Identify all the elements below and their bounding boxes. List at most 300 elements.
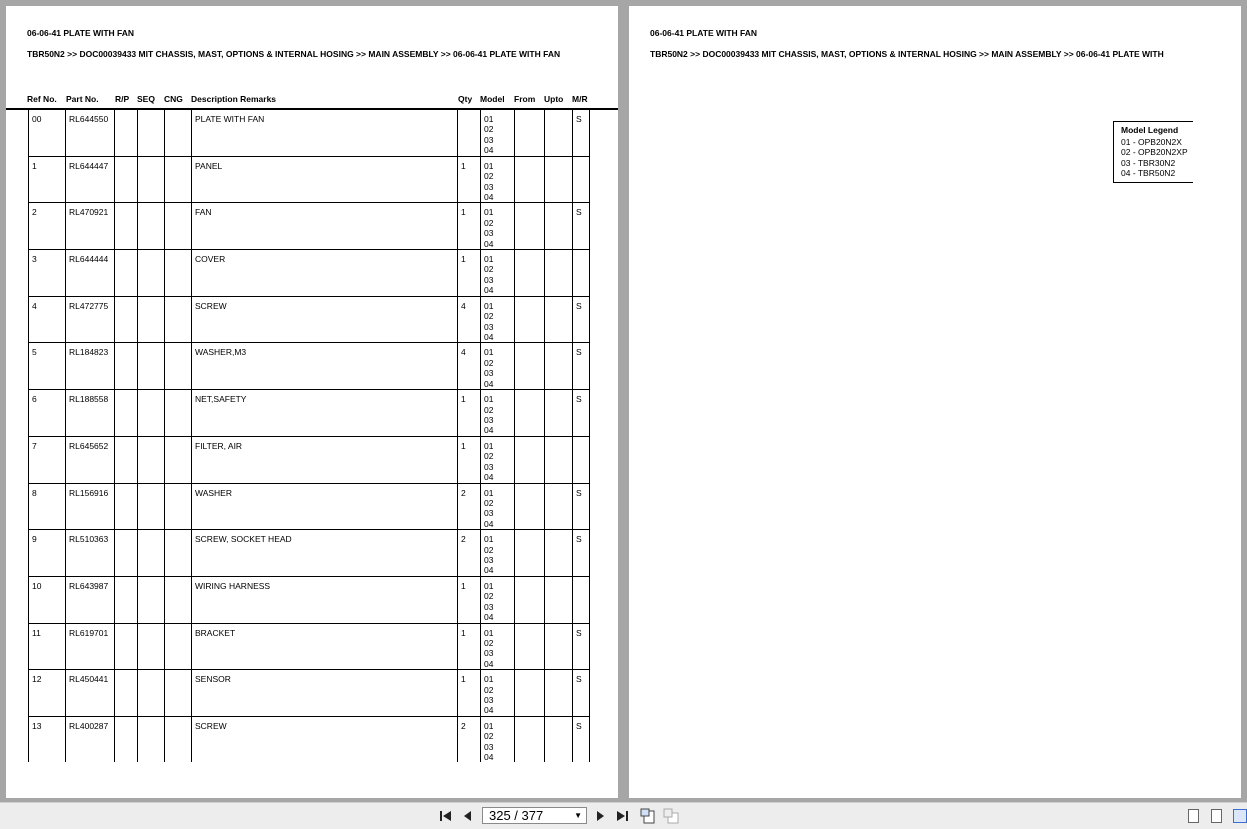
cell-divider (114, 297, 115, 344)
cell-divider (457, 624, 458, 671)
cell-divider (514, 437, 515, 484)
cell-divider (191, 577, 192, 624)
cell-divider (572, 530, 573, 577)
cell-ref-no: 9 (32, 534, 37, 545)
cell-divider (480, 297, 481, 344)
model-code: 04 (484, 285, 494, 296)
cell-part-no: RL470921 (69, 207, 109, 218)
cell-divider (589, 437, 590, 484)
cell-models (484, 721, 493, 762)
cell-divider (457, 717, 458, 762)
cell-divider (114, 390, 115, 437)
cell-divider (65, 437, 66, 484)
cell-divider (457, 157, 458, 204)
model-code: 01 (484, 720, 494, 731)
cell-ref-no: 6 (32, 394, 37, 405)
table-row (6, 530, 618, 577)
model-code: 04 (484, 425, 494, 436)
cell-mr: S (576, 534, 582, 545)
model-code: 03 (484, 695, 494, 706)
cell-ref-no: 3 (32, 254, 37, 265)
cell-divider (457, 250, 458, 297)
model-legend-title: Model Legend (1121, 125, 1179, 135)
cell-ref-no: 1 (32, 160, 37, 171)
col-header-cng: CNG (164, 94, 183, 104)
cell-divider (544, 297, 545, 344)
cell-qty: 4 (461, 300, 466, 311)
cell-divider (191, 437, 192, 484)
cell-divider (191, 390, 192, 437)
cell-description: WASHER (195, 487, 232, 498)
cell-divider (28, 250, 29, 297)
cell-divider (65, 390, 66, 437)
cell-divider (457, 110, 458, 157)
model-code: 04 (484, 191, 494, 202)
cell-description: SCREW, SOCKET HEAD (195, 534, 292, 545)
cell-divider (137, 717, 138, 762)
model-code: 03 (484, 414, 494, 425)
cell-divider (480, 110, 481, 157)
model-code: 01 (484, 627, 494, 638)
cell-divider (137, 530, 138, 577)
cell-divider (164, 484, 165, 531)
page-indicator: 325 / 377 (489, 808, 544, 823)
cell-divider (572, 297, 573, 344)
cell-divider (457, 203, 458, 250)
cell-divider (572, 110, 573, 157)
cell-divider (65, 250, 66, 297)
cell-description: PANEL (195, 160, 223, 171)
cell-models (484, 581, 493, 623)
model-code: 01 (484, 440, 494, 451)
cell-divider (544, 110, 545, 157)
next-page-icon[interactable] (592, 808, 608, 824)
model-code: 04 (484, 238, 494, 249)
cell-divider (480, 157, 481, 204)
table-row (6, 390, 618, 437)
model-code: 04 (484, 145, 494, 156)
cell-divider (65, 717, 66, 762)
cell-divider (65, 297, 66, 344)
cell-divider (65, 484, 66, 531)
cell-qty: 1 (461, 627, 466, 638)
model-code: 02 (484, 264, 494, 275)
cell-divider (589, 717, 590, 762)
cell-divider (544, 437, 545, 484)
cell-divider (514, 203, 515, 250)
model-code: 02 (484, 684, 494, 695)
cell-divider (164, 437, 165, 484)
cell-divider (544, 250, 545, 297)
model-code: 01 (484, 254, 494, 265)
cell-divider (514, 250, 515, 297)
model-code: 04 (484, 752, 494, 762)
cell-ref-no: 00 (32, 114, 42, 124)
cell-divider (589, 577, 590, 624)
cell-divider (164, 577, 165, 624)
cell-divider (514, 110, 515, 157)
col-header-desc: Description Remarks (191, 94, 277, 104)
cell-divider (514, 530, 515, 577)
cell-part-no: RL188558 (69, 394, 109, 405)
model-legend-item: 02 - OPB20N2XP (1121, 147, 1188, 158)
model-code: 02 (484, 404, 494, 415)
cell-divider (514, 484, 515, 531)
cell-description: WIRING HARNESS (195, 580, 271, 591)
cell-ref-no: 4 (32, 300, 37, 311)
cell-divider (589, 203, 590, 250)
continuous-view-icon[interactable] (1211, 809, 1222, 823)
cell-divider (114, 343, 115, 390)
model-code: 03 (484, 321, 494, 332)
model-code: 01 (484, 114, 494, 124)
breadcrumb: TBR50N2 >> DOC00039433 MIT CHASSIS, MAST, OPTIONS & INTERNAL HOSING >> MAIN ASSEMBLY >> 06-06-41 PLATE WITH FAN (27, 49, 561, 59)
insert-page-icon[interactable] (663, 808, 679, 824)
model-code: 02 (484, 357, 494, 368)
cell-divider (164, 390, 165, 437)
cell-divider (28, 624, 29, 671)
cell-divider (589, 110, 590, 157)
parts-table (6, 110, 618, 762)
cell-divider (457, 437, 458, 484)
model-legend-item: 01 - OPB20N2X (1121, 137, 1182, 147)
model-legend-item: 03 - TBR30N2 (1121, 157, 1176, 168)
cell-models (484, 674, 493, 716)
cell-divider (28, 717, 29, 762)
cell-divider (28, 390, 29, 437)
col-header-part: Part No. (66, 94, 99, 104)
model-code: 03 (484, 134, 494, 145)
model-code: 03 (484, 648, 494, 659)
cell-divider (114, 157, 115, 204)
cell-description: WASHER,M3 (195, 347, 247, 358)
cell-divider (164, 343, 165, 390)
model-code: 01 (484, 394, 494, 405)
cell-part-no: RL184823 (69, 347, 109, 358)
cell-divider (114, 717, 115, 762)
cell-divider (114, 530, 115, 577)
cell-description: FAN (195, 207, 212, 218)
cell-divider (114, 437, 115, 484)
cell-divider (191, 717, 192, 762)
cell-models (484, 114, 493, 156)
table-row (6, 250, 618, 297)
cell-divider (457, 484, 458, 531)
cell-divider (514, 717, 515, 762)
cell-divider (164, 530, 165, 577)
cell-divider (572, 203, 573, 250)
cell-ref-no: 7 (32, 440, 37, 451)
cell-part-no: RL450441 (69, 674, 109, 685)
table-row (6, 203, 618, 250)
cell-divider (164, 157, 165, 204)
col-header-upto: Upto (544, 94, 564, 104)
cell-divider (572, 437, 573, 484)
cell-divider (480, 484, 481, 531)
cell-part-no: RL472775 (69, 300, 109, 311)
cell-divider (480, 390, 481, 437)
cell-divider (28, 297, 29, 344)
model-code: 03 (484, 368, 494, 379)
cell-part-no: RL644550 (69, 114, 109, 124)
cell-qty: 1 (461, 254, 466, 265)
cell-qty: 1 (461, 674, 466, 685)
cell-divider (544, 157, 545, 204)
table-row (6, 717, 618, 762)
col-header-mr: M/R (572, 94, 588, 104)
cell-part-no: RL400287 (69, 720, 109, 731)
model-code: 01 (484, 674, 494, 685)
model-code: 04 (484, 705, 494, 716)
cell-models (484, 534, 493, 576)
cell-divider (28, 437, 29, 484)
cell-divider (544, 484, 545, 531)
cell-qty: 4 (461, 347, 466, 358)
model-code: 04 (484, 658, 494, 669)
cell-ref-no: 10 (32, 580, 42, 591)
cell-divider (191, 110, 192, 157)
col-header-from: From (514, 94, 536, 104)
cell-divider (137, 577, 138, 624)
cell-divider (65, 530, 66, 577)
cell-divider (114, 577, 115, 624)
model-code: 02 (484, 311, 494, 322)
model-code: 02 (484, 217, 494, 228)
model-code: 04 (484, 518, 494, 529)
model-code: 02 (484, 731, 494, 742)
cell-divider (572, 717, 573, 762)
first-page-icon[interactable] (438, 808, 454, 824)
cell-divider (544, 670, 545, 717)
cell-divider (114, 484, 115, 531)
cell-divider (544, 624, 545, 671)
cell-divider (589, 390, 590, 437)
cell-qty: 1 (461, 207, 466, 218)
cell-qty: 1 (461, 160, 466, 171)
prev-page-icon[interactable] (460, 808, 476, 824)
cell-ref-no: 8 (32, 487, 37, 498)
cell-divider (514, 157, 515, 204)
cell-mr: S (576, 394, 582, 405)
chevron-down-icon: ▼ (574, 811, 582, 820)
cell-divider (137, 297, 138, 344)
model-code: 02 (484, 544, 494, 555)
cell-divider (514, 297, 515, 344)
cell-divider (589, 530, 590, 577)
page-title: 06-06-41 PLATE WITH FAN (27, 28, 135, 38)
col-header-seq: SEQ (137, 94, 155, 104)
cell-description: SCREW (195, 720, 227, 731)
cell-mr: S (576, 207, 582, 218)
model-code: 03 (484, 274, 494, 285)
table-row (6, 297, 618, 344)
cell-divider (480, 530, 481, 577)
table-row (6, 484, 618, 531)
model-code: 02 (484, 451, 494, 462)
cell-ref-no: 12 (32, 674, 42, 685)
cell-ref-no: 11 (32, 627, 41, 638)
model-code: 04 (484, 612, 494, 623)
cell-divider (114, 110, 115, 157)
model-code: 04 (484, 565, 494, 576)
cell-qty: 1 (461, 394, 466, 405)
cell-divider (589, 624, 590, 671)
cell-divider (191, 297, 192, 344)
cell-qty: 1 (461, 440, 466, 451)
cell-part-no: RL156916 (69, 487, 109, 498)
cell-divider (164, 203, 165, 250)
cell-divider (572, 670, 573, 717)
model-code: 01 (484, 347, 494, 358)
cell-divider (480, 250, 481, 297)
cell-ref-no: 5 (32, 347, 37, 358)
cell-mr: S (576, 487, 582, 498)
document-page-left (6, 6, 618, 798)
model-code: 02 (484, 497, 494, 508)
table-row (6, 670, 618, 717)
cell-divider (457, 343, 458, 390)
model-code: 04 (484, 378, 494, 389)
cell-divider (65, 624, 66, 671)
cell-divider (589, 250, 590, 297)
table-row (6, 157, 618, 204)
cell-divider (137, 670, 138, 717)
cell-divider (589, 343, 590, 390)
cell-divider (28, 157, 29, 204)
cell-mr: S (576, 300, 582, 311)
two-page-view-icon[interactable] (1233, 809, 1247, 823)
model-code: 01 (484, 534, 494, 545)
cell-divider (457, 670, 458, 717)
cell-part-no: RL644444 (69, 254, 109, 265)
col-header-rp: R/P (115, 94, 130, 104)
cell-divider (65, 343, 66, 390)
cell-description: BRACKET (195, 627, 236, 638)
cell-divider (28, 577, 29, 624)
cell-models (484, 254, 493, 296)
cell-divider (164, 670, 165, 717)
col-header-ref: Ref No. (27, 94, 57, 104)
cell-divider (28, 530, 29, 577)
cell-divider (572, 157, 573, 204)
cell-divider (514, 577, 515, 624)
cell-divider (480, 717, 481, 762)
cell-divider (164, 717, 165, 762)
cell-divider (480, 670, 481, 717)
cell-part-no: RL510363 (69, 534, 109, 545)
cell-divider (457, 577, 458, 624)
cell-mr: S (576, 627, 582, 638)
cell-divider (589, 484, 590, 531)
cell-models (484, 488, 493, 530)
cell-models (484, 207, 493, 249)
cell-models (484, 161, 493, 203)
cell-divider (65, 157, 66, 204)
cell-divider (137, 390, 138, 437)
model-code: 01 (484, 300, 494, 311)
cell-divider (114, 250, 115, 297)
cell-divider (480, 203, 481, 250)
cell-divider (28, 670, 29, 717)
model-code: 01 (484, 580, 494, 591)
cell-divider (457, 297, 458, 344)
cell-divider (514, 670, 515, 717)
cell-divider (65, 203, 66, 250)
cell-models (484, 441, 493, 483)
model-code: 03 (484, 228, 494, 239)
model-code: 03 (484, 508, 494, 519)
model-code: 02 (484, 591, 494, 602)
cell-divider (514, 390, 515, 437)
cell-part-no: RL643987 (69, 580, 109, 591)
cell-qty: 2 (461, 534, 466, 545)
cell-divider (65, 577, 66, 624)
cell-divider (28, 343, 29, 390)
single-page-view-icon[interactable] (1188, 809, 1199, 823)
document-page-right (629, 6, 1241, 798)
cell-divider (137, 437, 138, 484)
last-page-icon[interactable] (614, 808, 630, 824)
cell-models (484, 301, 493, 343)
model-code: 03 (484, 555, 494, 565)
cell-part-no: RL619701 (69, 627, 109, 638)
cell-qty: 1 (461, 580, 466, 591)
cell-divider (589, 297, 590, 344)
model-code: 02 (484, 171, 494, 182)
cell-divider (572, 390, 573, 437)
col-header-model: Model (480, 94, 505, 104)
extract-page-icon[interactable] (640, 808, 656, 824)
cell-divider (28, 484, 29, 531)
model-code: 04 (484, 472, 494, 483)
cell-divider (164, 297, 165, 344)
cell-description: FILTER, AIR (195, 440, 243, 451)
col-header-qty: Qty (458, 94, 473, 104)
cell-divider (544, 390, 545, 437)
cell-divider (164, 250, 165, 297)
cell-ref-no: 13 (32, 720, 42, 731)
model-legend-item: 04 - TBR50N2 (1121, 168, 1176, 179)
cell-divider (191, 624, 192, 671)
cell-description: SCREW (195, 300, 227, 311)
cell-divider (514, 343, 515, 390)
cell-divider (544, 577, 545, 624)
cell-divider (572, 577, 573, 624)
model-code: 01 (484, 487, 494, 498)
model-legend (1113, 121, 1193, 183)
cell-divider (572, 624, 573, 671)
cell-part-no: RL645652 (69, 440, 109, 451)
cell-part-no: RL644447 (69, 160, 109, 171)
table-row (6, 577, 618, 624)
table-row (6, 437, 618, 484)
page-number-select[interactable] (482, 807, 587, 824)
cell-divider (28, 203, 29, 250)
cell-divider (137, 250, 138, 297)
cell-ref-no: 2 (32, 207, 37, 218)
cell-description: SENSOR (195, 674, 231, 685)
cell-divider (65, 110, 66, 157)
cell-divider (137, 343, 138, 390)
viewer-toolbar (0, 802, 1247, 829)
table-row (6, 343, 618, 390)
cell-divider (480, 577, 481, 624)
cell-divider (164, 624, 165, 671)
cell-divider (589, 670, 590, 717)
cell-mr: S (576, 347, 582, 358)
cell-divider (137, 484, 138, 531)
cell-divider (137, 624, 138, 671)
